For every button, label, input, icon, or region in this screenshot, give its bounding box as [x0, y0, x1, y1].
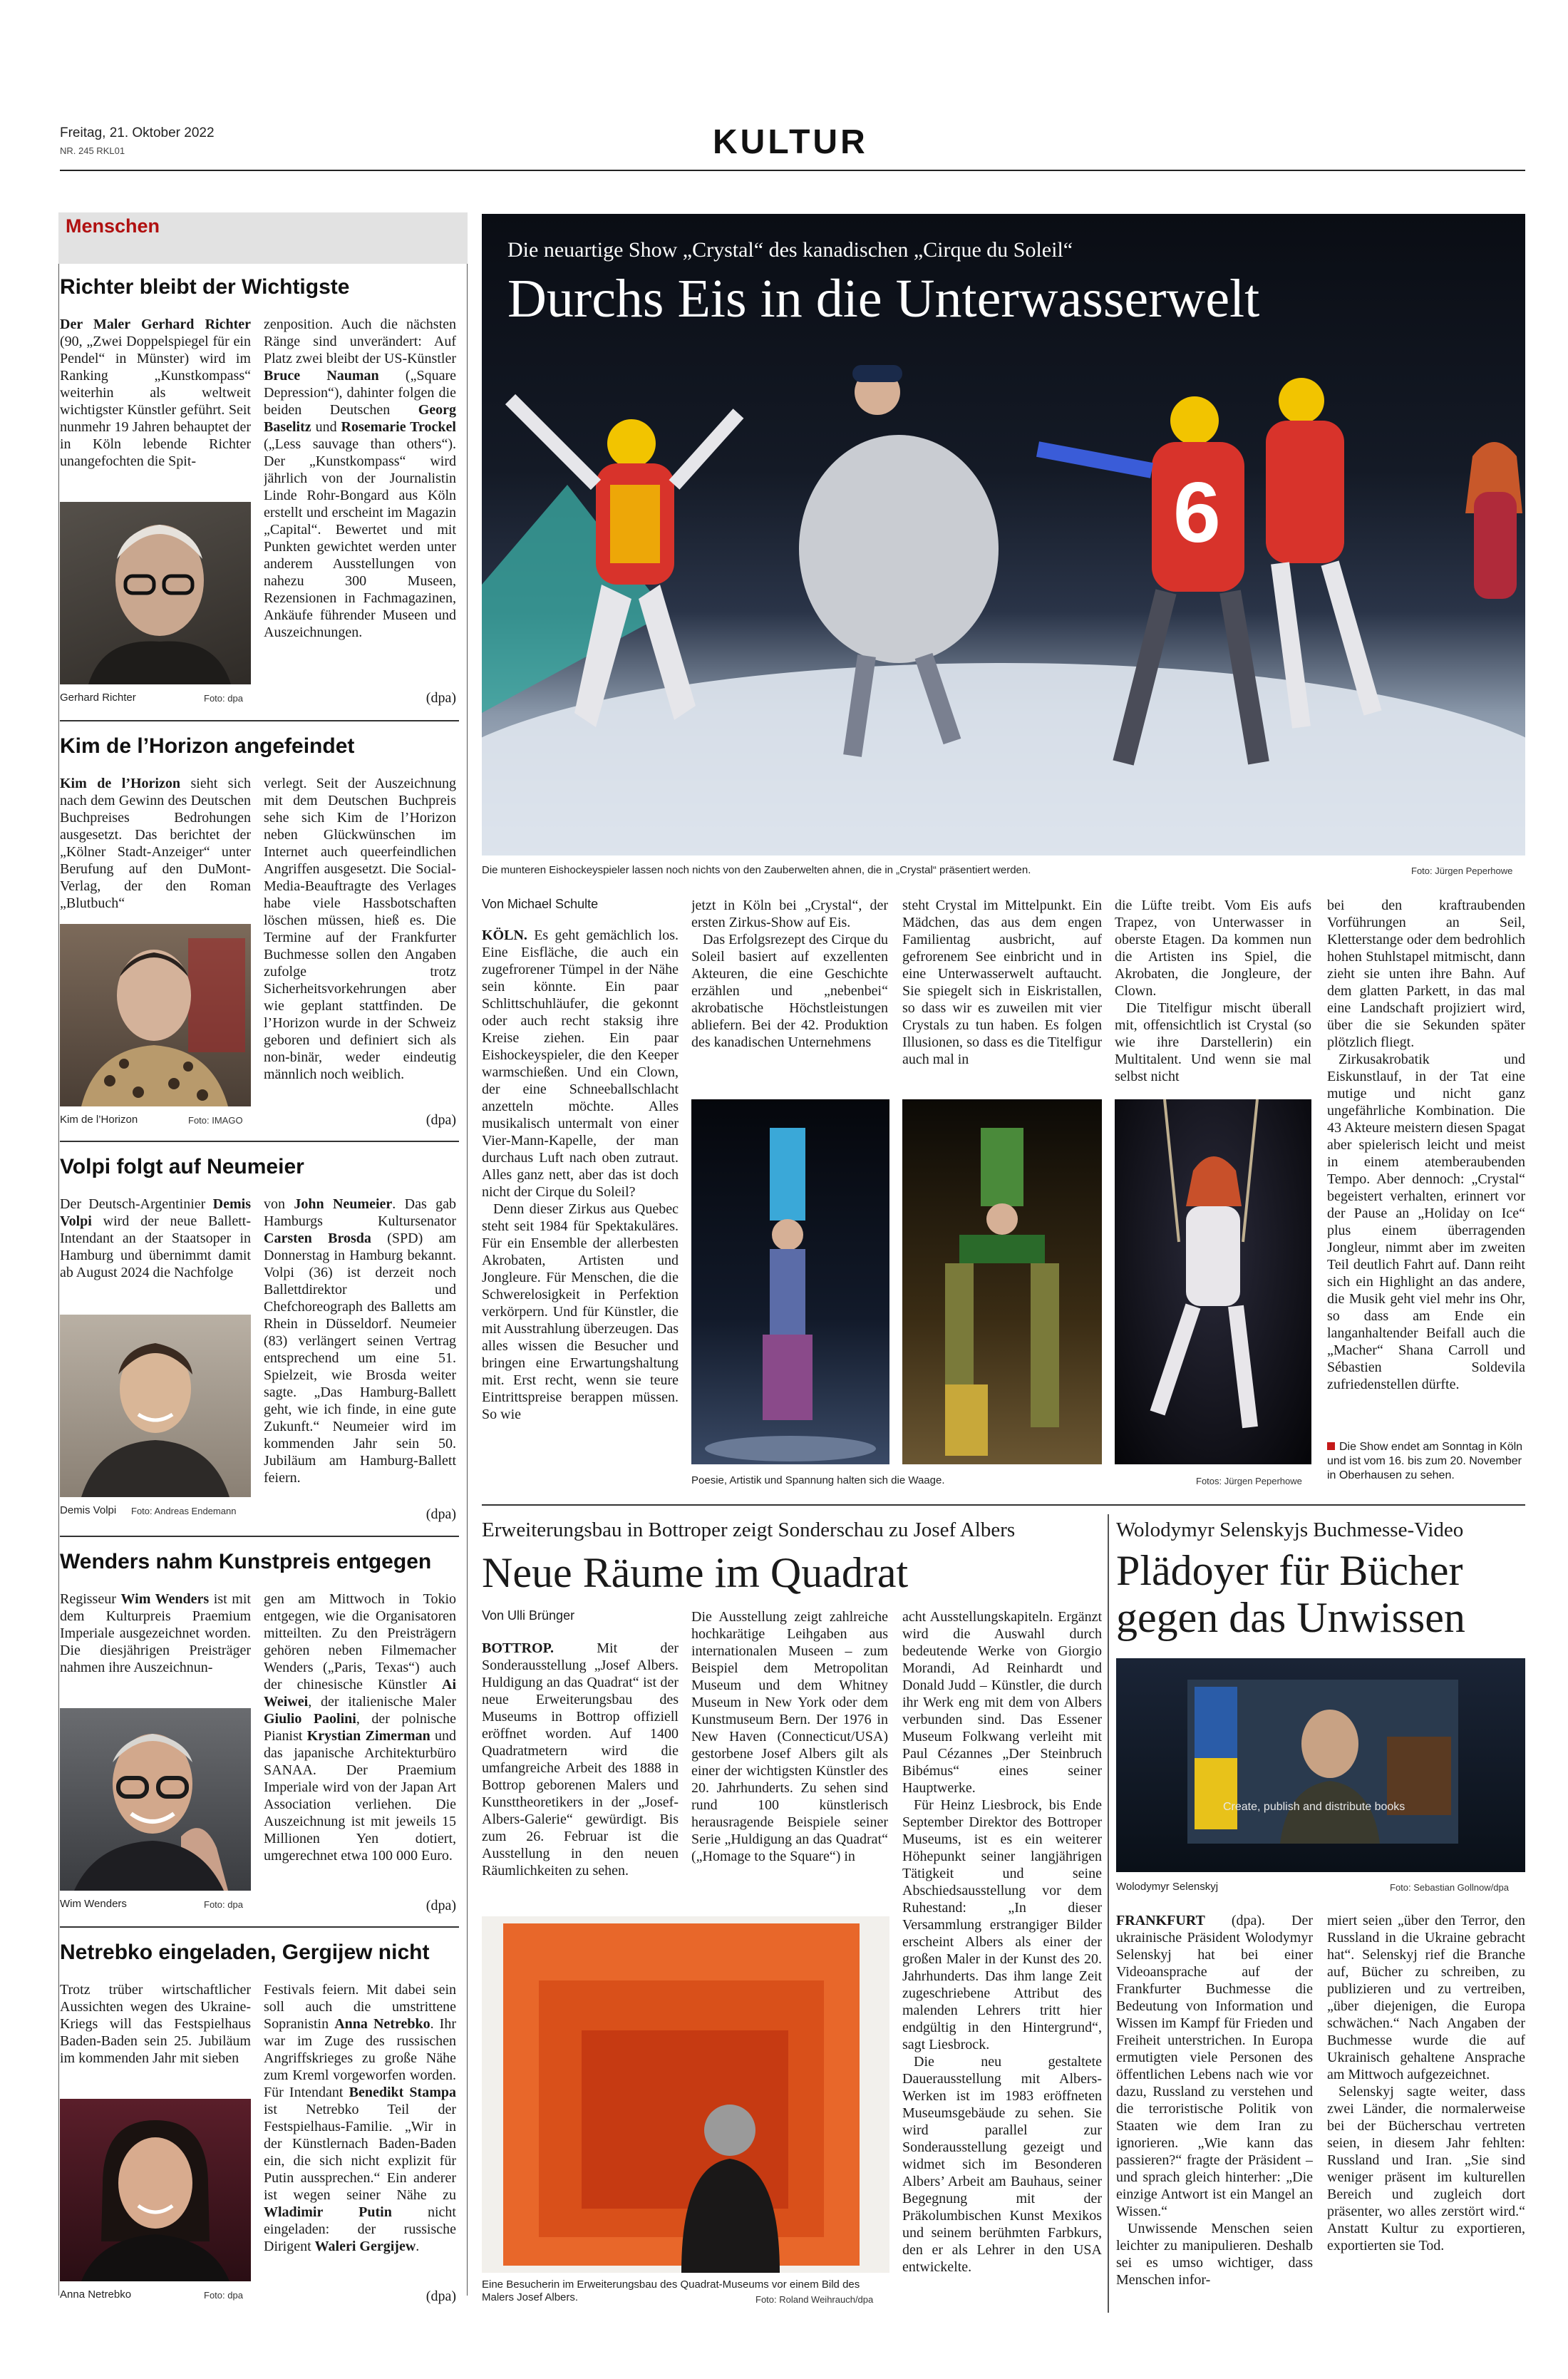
screen-text: Create, publish and distribute books	[1223, 1801, 1405, 1813]
photos-caption: Poesie, Artistik und Spannung halten sich die Waage.	[691, 1474, 945, 1486]
netrebko-text-col1: Trotz trüber wirtschaftlicher Aussichten wegen des Ukraine-Kriegs will das Festspielhaus Baden-Baden sein 25. Jubiläum im kommenden Jahr mit sieben	[60, 1982, 251, 2066]
caption-wenders: Wim Wenders	[60, 1898, 127, 1910]
richter-text-col2: zenposition. Auch die nächsten Ränge sind unverändert: Auf Platz zwei bleibt der US-Künstler Bruce Nauman („Square Depression“), dahinter folgen die beiden Deutschen Georg Baselitz und Rosemarie Trockel („Less sauvage than others“). Der „Kunstkompass“ wird jährlich von der Journalistin Linde Rohr-Bongard aus Köln erstellt und erscheint im Magazin „Capital“. Bewertet und mit Punkten gewichtet werden unter anderem Ausstellungen von nahezu 300 Museen, Rezensionen in Fachmagazinen, Ankäufe führender Museen und Auszeichnungen.	[264, 317, 456, 640]
wenders-text-col2: gen am Mittwoch in Tokio entgegen, wie die Organisatoren mitteilten. Zu den Preisträgern gehören neben Filmemacher Wenders („Paris, Texas“) auch der chinesische Künstler Ai Weiwei, der italienische Maler Giulio Paolini, der polnische Pianist Krystian Zimerman und das japanische Architekturbüro SANAA. Der Praemium Imperiale wird von der Japan Art Association verliehen. Die Auszeichnung ist mit jeweils 15 Millionen Yen dotiert, umgerechnet etwa 100 000 Euro.	[264, 1591, 456, 1864]
photo-demis-volpi	[60, 1315, 251, 1497]
credit-kim: Foto: IMAGO	[188, 1115, 243, 1126]
lead-author: Von Michael Schulte	[482, 897, 599, 911]
lead-text-col4: die Lüfte treibt. Vom Eis aufs Trapez, von Unterwasser in oberste Etagen. Da kommen nun die Artisten ins Spiel, die Akrobaten, die Jongleure, der Clown. Die Titelfigur mischt überall mit, offensichtlich ist Crystal (so wie ihre Darstellerin) ein Multitalent. Und wenn sie mal selbst nicht	[1115, 898, 1311, 1084]
wenders-text-col1: Regisseur Wim Wenders ist mit dem Kulturpreis Praemium Imperiale ausgezeichnet worden. Die diesjährigen Preisträger nahmen ihre Auszeichnun-	[60, 1591, 251, 1675]
albers-headline: Neue Räume im Quadrat	[482, 1549, 909, 1596]
volpi-text-col2: von John Neumeier. Das gab Hamburgs Kultursenator Carsten Brosda (SPD) am Donnerstag in Hamburg bekannt. Volpi (36) ist derzeit noch Ballettdirektor und Chefchoreograph des Balletts am Rhein in Düsseldorf. Neumeier (83) verlängert seinen Vertrag entsprechend um eine 51. Spielzeit, wie Brosda weiter sagte. „Das Hamburg-Ballett geht, wie ich finde, in eine gute Zukunft.“ Neumeier wird im kommenden Jahr sein 50. Jubiläum am Hamburg-Ballett feiern.	[264, 1196, 456, 1486]
selensky-kicker: Wolodymyr Selenskyjs Buchmesse-Video	[1116, 1519, 1464, 1541]
selensky-caption: Wolodymyr Selenskyj	[1116, 1881, 1219, 1893]
caption-volpi: Demis Volpi	[60, 1504, 117, 1516]
kim-text-col2: verlegt. Seit der Auszeichnung mit dem Deutschen Buchpreis sehe sich Kim de l’Horizon neben Glückwünschen im Internet auch queerfeindlichen Angriffen ausgesetzt. Die Social-Media-Beauftragte des Verlages habe viele Hassbotschaften löschen müssen, hieß es. Die Termine auf der Frankfurter Buchmesse sollen den Angaben zufolge trotz Sicherheitsvorkehrungen aber wie geplant stattfinden. De l’Horizon wurde in der Schweiz geboren und definiert sich als non-binär, weder eindeutig männlich noch weiblich.	[264, 776, 456, 1082]
lead-credit: Foto: Jürgen Peperhowe	[1411, 865, 1513, 876]
lead-text-col2: jetzt in Köln bei „Crystal“, der ersten Zirkus-Show auf Eis. Das Erfolgsrezept des Cirque du Soleil basiert auf exzellenten Akteuren, die eine Geschichte erzählen und „nebenbei“ akrobatische Höchstleistungen abliefern. Bei der 42. Produktion des kanadischen Unternehmens	[691, 898, 888, 1050]
section-title: KULTUR	[713, 123, 868, 161]
caption-netrebko: Anna Netrebko	[60, 2288, 132, 2301]
headline-volpi: Volpi folgt auf Neumeier	[60, 1155, 304, 1178]
photo-acrobats-2	[902, 1099, 1102, 1464]
headline-wenders: Wenders nahm Kunstpreis entgegen	[60, 1550, 432, 1573]
selensky-headline: Plädoyer für Bücher gegen das Unwissen	[1116, 1547, 1465, 1641]
albers-text-col1: BOTTROP. Mit der Sonderausstellung „Josef Albers. Huldigung an das Quadrat“ ist der neue Erweiterungsbau des Museums in Bottrop offiziell eröffnet worden. Auf 1400 Quadratmetern wird die umfangreiche Arbeit des 1888 in Bottrop geborenen Malers und Kunsttheoretikers in der „Josef-Albers-Galerie“ gewürdigt. Bis zum 26. Februar ist die Ausstellung in den neuen Räumlichkeiten zu sehen.	[482, 1640, 679, 1879]
tag-kim: (dpa)	[425, 1112, 456, 1128]
lead-kicker: Die neuartige Show „Crystal“ des kanadischen „Cirque du Soleil“	[507, 238, 1073, 262]
albers-photo	[482, 1916, 889, 2273]
tag-volpi: (dpa)	[425, 1506, 456, 1522]
selensky-text-col2: miert seien „über den Terror, den Russland in die Ukraine gebracht hat“. Selenskyj rief die Branche auf, Bücher zu schreiben, zu publizieren und zu vertreiben, „über diejenigen, die Europa schwächen.“ Nach Angaben der Buchmesse wurde die auf Ukrainisch gehaltene Ansprache am Mittwoch aufgezeichnet. Selenskyj sagte weiter, dass zwei Länder, die normalerweise bei der Bücherschau vertreten seien, in diesem Jahr fehlten: Russland und Iran. „Sie sind weniger präsent im kulturellen Bereich und zugleich dort präsenter, wo alles zerstört wird.“ Anstatt Kultur zu exportieren, exportierten sie Tod.	[1327, 1913, 1525, 2254]
masthead-rule	[60, 170, 1525, 171]
issue-date: Freitag, 21. Oktober 2022	[60, 125, 215, 140]
lead-text-col1: KÖLN. Es geht gemächlich los. Eine Eisfläche, die auch ein zugefrorener Tümpel in der Nähe sein könnte. Ein paar Schlittschuhläufer, die gekonnt oder auch recht staksig ihre Kreise ziehen. Ein paar Eishockeyspieler, die den Keeper warmschießen. Und ein Clown, der eine Schneeballschlacht anzetteln möchte. Alles musikalisch untermalt von einer Vier-Mann-Kapelle, der man durchaus Luft nach oben zutraut. Alles ganz nett, aber das ist doch nicht der Cirque du Soleil? Denn dieser Zirkus aus Quebec steht seit 1984 für Spektakuläres. Für ein Ensemble der allerbesten Akrobaten, Artisten und Jongleure. Für Menschen, die die Schwerelosigkeit in Perfektion verkörpern. Und für Künstler, die mit Ausstrahlung überzeugen. Das alles wissen die Besucher und bringen eine Erwartungshaltung mit. Erst recht, wenn sie teure Eintrittspreise berappen müssen. So wie	[482, 928, 679, 1422]
lead-headline: Durchs Eis in die Unterwasserwelt	[507, 269, 1260, 329]
albers-credit: Foto: Roland Weihrauch/dpa	[755, 2294, 874, 2305]
credit-richter: Foto: dpa	[204, 693, 243, 704]
divider	[482, 1504, 1525, 1506]
albers-text-col2: Die Ausstellung zeigt zahlreiche hochkarätige Leihgaben aus internationalen Museen – zum Beispiel dem Metropolitan Museum und dem Whitney Museum in New York oder dem Kunstmuseum Bern. Der 1976 in New Haven (Connecticut/USA) gestorbene Josef Albers gilt als einer der wichtigsten Künstler des 20. Jahrhunderts. Zu sehen sind rund 100 künstlerisch herausragende Beispiele seiner Serie „Huldigung an das Quadrat“ („Homage to the Square“) in	[691, 1609, 888, 1864]
selensky-text-col1: FRANKFURT (dpa). Der ukrainische Präsident Wolodymyr Selenskyj hat bei einer Videoansprache auf der Frankfurter Buchmesse die Bedeutung von Information und Wissen im Kampf für Frieden und Freiheit unterstrichen. In Europa ermutigten viele Personen des öffentlichen Lebens nach wie vor dazu, Russland zu verstehen und die terroristische Politik von Staaten wie dem Iran zu ignorieren. „Wie kann das passieren?“ fragte der Präsident – und sprach gleich hinterher: „Die einzige Antwort ist ein Mangel an Wissen.“ Unwissende Menschen seien leichter zu manipulieren. Deshalb sei es umso wichtiger, dass Menschen infor-	[1116, 1913, 1313, 2288]
sidebar-label-bar	[58, 212, 468, 264]
photo-crystal-aerial	[1115, 1099, 1311, 1464]
albers-text-col3: acht Ausstellungskapiteln. Ergänzt wird die Auswahl durch bedeutende Werke von Giorgio Morandi, Ad Reinhardt und Donald Judd – Künstler, die durch ihr Werk eng mit dem von Albers verbunden sind. Das Essener Museum Folkwang verleiht mit Paul Cézannes „Der Steinbruch Bibémus“ eines seiner Hauptwerke. Für Heinz Liesbrock, bis Ende September Direktor des Bottroper Museums, ist es ein weiterer Höhepunkt seiner langjährigen Tätigkeit und seine Abschiedsausstellung vor dem Ruhestand: „In dieser Versammlung erstrangiger Bilder erscheint Albers als einer der großen Maler in der Kunst des 20. Jahrhunderts. Das ihm lange Zeit zugeschriebene Attribut des malenden Lehrers tritt hier endgültig in den Hintergrund“, sagt Liesbrock. Die neu gestaltete Dauerausstellung mit Albers-Werken ist im 1983 eröffneten Museumsgebäude zu sehen. Sie wird parallel zur Sonderausstellung gezeigt und widmet sich im Besonderen Albers’ Arbeit am Bauhaus, seiner Begegnung mit der Präkolumbischen Kunst Mexikos und seinem berühmten Farbkurs, den er als Lehrer in den USA entwickelte.	[902, 1609, 1102, 2275]
credit-volpi: Foto: Andreas Endemann	[131, 1506, 237, 1516]
credit-netrebko: Foto: dpa	[204, 2290, 243, 2301]
lead-text-col3: steht Crystal im Mittelpunkt. Ein Mädchen, das aus dem engen Familientag ausbricht, auf gefrorenem See einbricht und in eine Unterwasserwelt auftaucht. Sie spiegelt sich in Eiskristallen, so dass wir es zuweilen mit vier Crystals zu tun haben. Es folgen Illusionen, so dass es die Titelfigur auch mal in	[902, 898, 1102, 1067]
divider	[60, 720, 459, 721]
tag-wenders: (dpa)	[425, 1898, 456, 1913]
selensky-photo	[1116, 1658, 1525, 1872]
netrebko-text-col2: Festivals feiern. Mit dabei sein soll auch die umstrittene Sopranistin Anna Netrebko. Ihr war im Zuge des russischen Angriffskrieges zu große Nähe zum Kreml vorgeworfen worden. Für Intendant Benedikt Stampa ist Netrebko Teil der Festspielhaus-Familie. „Wir in der Künstlernach Baden-Baden ein, die sich nicht explizit für Putin aussprechen.“ Ein anderer ist wegen seiner Nähe zu Wladimir Putin nicht eingeladen: der russische Dirigent Waleri Gergijew.	[264, 1982, 456, 2254]
lead-info: Die Show endet am Sonntag in Köln und ist vom 16. bis zum 20. November in Oberhausen zu sehen.	[1327, 1441, 1523, 1481]
caption-kim: Kim de l’Horizon	[60, 1114, 138, 1126]
photo-anna-netrebko	[60, 2099, 251, 2281]
albers-caption: Eine Besucherin im Erweiterungsbau des Quadrat-Museums vor einem Bild des Malers Josef Albers.	[482, 2278, 860, 2303]
caption-richter: Gerhard Richter	[60, 692, 136, 704]
lead-caption: Die munteren Eishockeyspieler lassen noch nichts von den Zauberwelten ahnen, die in „Crystal“ präsentiert werden.	[482, 864, 1031, 876]
headline-richter: Richter bleibt der Wichtigste	[60, 275, 350, 299]
photo-wim-wenders	[60, 1708, 251, 1891]
headline-netrebko: Netrebko eingeladen, Gergijew nicht	[60, 1941, 430, 1964]
photo-kim-de-lhorizon	[60, 924, 251, 1106]
kim-text-col1: Kim de l’Horizon sieht sich nach dem Gewinn des Deutschen Buchpreises Bedrohungen ausgesetzt. Das berichtet der „Kölner Stadt-Anzeiger“ unter Berufung auf den DuMont-Verlag, der den Roman „Blutbuch“	[60, 776, 251, 911]
photos-credit: Fotos: Jürgen Peperhowe	[1196, 1476, 1302, 1486]
richter-text-col1: Der Maler Gerhard Richter (90, „Zwei Doppelspiegel für ein Pendel“ in Münster) wird im Ranking „Kunstkompass“ weiterhin als weltweit wichtigster Künstler geführt. Seit nunmehr 19 Jahren behauptet der in Köln lebende Richter unangefochten die Spit-	[60, 317, 251, 469]
divider	[60, 1536, 459, 1537]
lead-text-col5: bei den kraftraubenden Vorführungen an Seil, Kletterstange oder dem bedrohlich hohen Stuhlstapel mitmischt, dann zieht sie unten ihre Bahn. Auf dem glatten Parkett, in das mal eine Landschaft projiziert wird, über die sie Sekunden später plötzlich fliegt. Zirkusakrobatik und Eiskunstlauf, in der Tat eine mutige und nicht ganz ungefährliche Kombination. Die 43 Akteure meistern diesen Spagat aber spielerisch leicht und meist in einem atemberaubenden Tempo. Aber dennoch: „Crystal“ begeistert verhalten, erinnert vor der Pause an „Holiday on Ice“ plus einem überragenden Jongleur, nimmt aber im zweiten Teil deutlich Fahrt auf. Dann reiht sich ein Highlight an das andere, die Musik geht viel mehr ins Ohr, so dass am Ende ein langanhaltender Beifall auch die „Macher“ Shana Carroll und Sébastien Soldevila zufriedenstellen dürfte.	[1327, 898, 1525, 1392]
svg-text:6: 6	[1173, 465, 1221, 560]
albers-author: Von Ulli Brünger	[482, 1608, 575, 1623]
photo-acrobats-1	[691, 1099, 889, 1464]
tag-richter: (dpa)	[425, 690, 456, 706]
albers-kicker: Erweiterungsbau in Bottroper zeigt Sonderschau zu Josef Albers	[482, 1519, 1016, 1541]
credit-wenders: Foto: dpa	[204, 1899, 243, 1910]
lead-info-box	[1327, 1440, 1525, 1483]
divider	[60, 1141, 459, 1142]
divider	[60, 1926, 459, 1928]
photo-gerhard-richter	[60, 502, 251, 684]
column-divider	[1108, 1514, 1109, 2313]
volpi-text-col1: Der Deutsch-Argentinier Demis Volpi wird der neue Ballett-Intendant an der Staatsoper in Hamburg und übernimmt damit ab August 2024 die Nachfolge	[60, 1196, 251, 1280]
headline-kim: Kim de l’Horizon angefeindet	[60, 734, 355, 758]
tag-netrebko: (dpa)	[425, 2288, 456, 2304]
sidebar-label: Menschen	[66, 215, 160, 237]
selensky-credit: Foto: Sebastian Gollnow/dpa	[1390, 1882, 1509, 1893]
info-square-icon	[1327, 1442, 1335, 1450]
issue-edition: NR. 245 RKL01	[60, 145, 125, 156]
